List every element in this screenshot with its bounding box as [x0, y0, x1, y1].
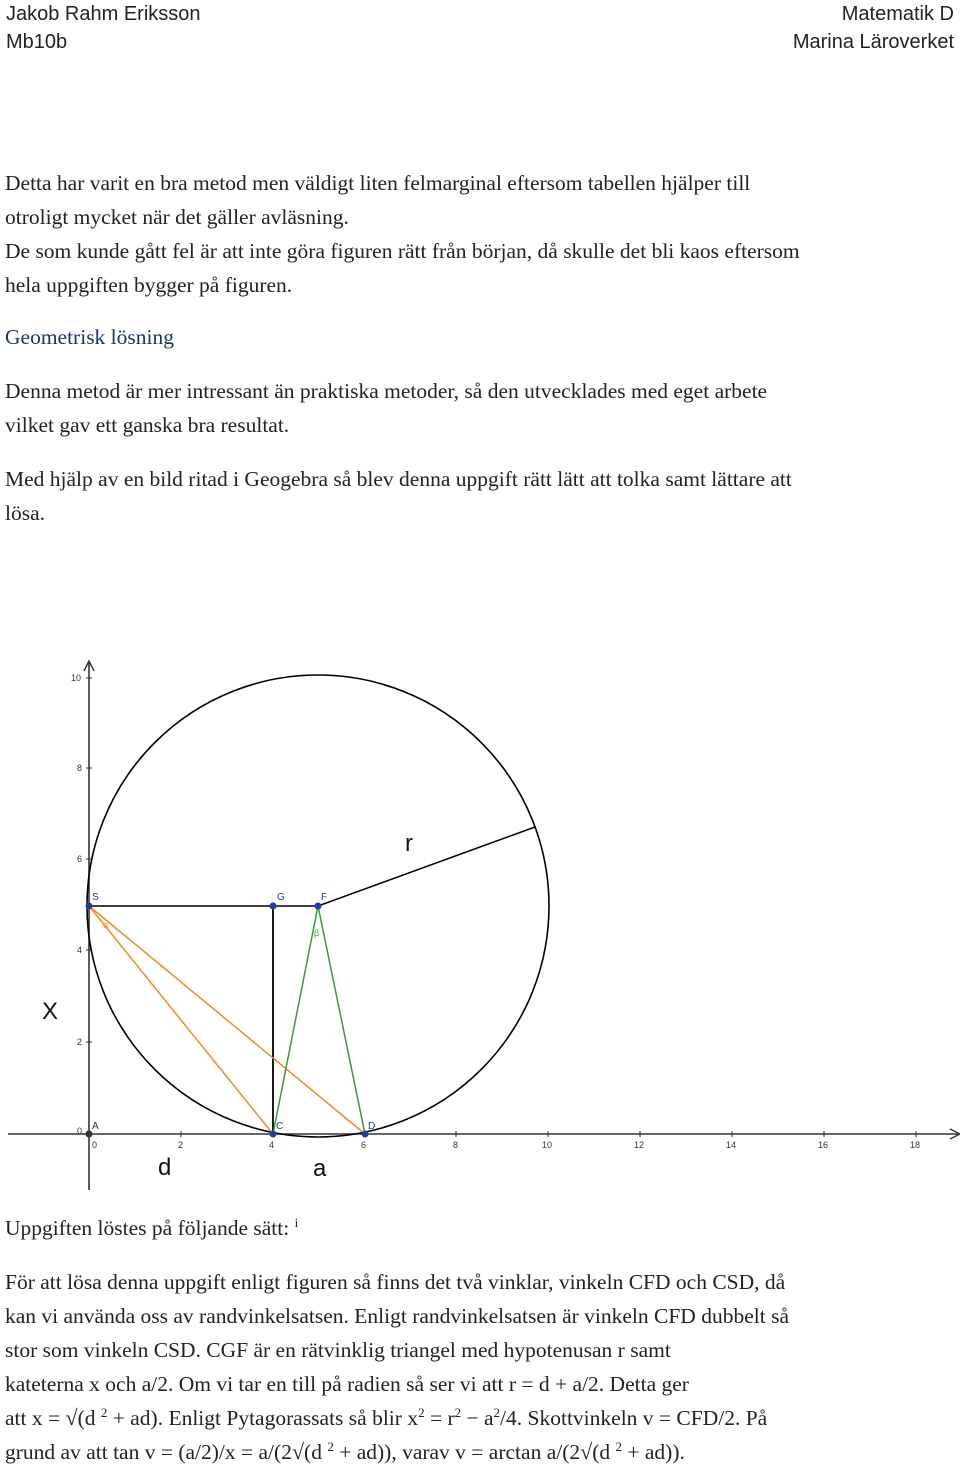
- solution-line: kan vi använda oss av randvinkelsatsen. Enligt randvinkelsatsen är vinkeln CFD dubbelt så: [5, 1304, 789, 1328]
- school-name: Marina Läroverket: [792, 31, 954, 53]
- label-d: d: [158, 1154, 172, 1181]
- x-tick-label: 8: [453, 1140, 459, 1150]
- course-name: Matematik D: [841, 3, 954, 25]
- intro-paragraph: [5, 166, 955, 302]
- section-heading: Geometrisk lösning: [5, 325, 174, 349]
- point-label-g: G: [277, 892, 285, 903]
- label-r: r: [405, 830, 413, 857]
- formula-text: /4. Skottvinkeln v = CFD/2. På: [500, 1406, 768, 1430]
- method-line: vilket gav ett ganska bra resultat.: [5, 413, 290, 437]
- intro-line: De som kunde gått fel är att inte göra figuren rätt från början, då skulle det bli kaos eftersom: [5, 239, 800, 263]
- formula-text: grund av att tan v = (a/2)/x = a/(2: [5, 1440, 292, 1464]
- y-tick-label: 2: [77, 1037, 83, 1047]
- formula-text: + ad)), varav v = arctan a/(2: [333, 1440, 581, 1464]
- green-line-fd: [318, 906, 365, 1134]
- geogebra-line: Med hjälp av en bild ritad i Geogebra så blev denna uppgift rätt lätt att tolka samt lättare att: [5, 467, 792, 491]
- formula-text: = r: [424, 1406, 455, 1430]
- point-label-d: D: [368, 1121, 376, 1132]
- label-x: X: [42, 998, 59, 1025]
- point-g: [270, 903, 277, 910]
- x-tick-label: 2: [178, 1140, 184, 1150]
- exponent: 2: [615, 1439, 622, 1454]
- class-name: Mb10b: [6, 31, 68, 53]
- formula-text: + ad). Enligt Pytagorassats så blir x: [107, 1406, 419, 1430]
- solution-line: stor som vinkeln CSD. CGF är en rätvinklig triangel med hypotenusan r samt: [5, 1338, 671, 1362]
- formula-text: att x =: [5, 1406, 66, 1430]
- x-tick-label: 14: [726, 1140, 737, 1150]
- orange-line-sd: [89, 906, 365, 1134]
- formula-text: − a: [461, 1406, 494, 1430]
- formula-text: + ad)).: [622, 1440, 685, 1464]
- formula-text: (d: [592, 1440, 616, 1464]
- solution-paragraph: [5, 1265, 955, 1469]
- footnote-mark: i: [294, 1215, 299, 1230]
- method-paragraph: [5, 374, 955, 442]
- angle-mark-f: β: [314, 928, 320, 938]
- exponent: 2: [418, 1405, 425, 1420]
- y-tick-label: 0: [77, 1126, 83, 1136]
- green-line-fc: [273, 906, 318, 1134]
- point-f: [315, 903, 322, 910]
- x-tick-label: 18: [910, 1140, 921, 1150]
- y-tick-label: 10: [71, 673, 82, 683]
- x-tick-label: 16: [818, 1140, 829, 1150]
- geogebra-figure: [0, 655, 960, 1195]
- x-tick-label: 10: [542, 1140, 553, 1150]
- formula-line: [5, 1401, 955, 1435]
- exponent: 2: [493, 1405, 501, 1420]
- solution-line: För att lösa denna uppgift enligt figuren så finns det två vinklar, vinkeln CFD och CSD, då: [5, 1270, 786, 1294]
- exponent: 2: [454, 1405, 462, 1420]
- y-tick-label: 8: [77, 763, 83, 773]
- geogebra-line: lösa.: [5, 501, 46, 525]
- intro-line: hela uppgiften bygger på figuren.: [5, 273, 293, 297]
- formula-text: (d: [304, 1440, 328, 1464]
- author-name: Jakob Rahm Eriksson: [6, 3, 201, 25]
- solution-line: kateterna x och a/2. Om vi tar en till på radien så ser vi att r = d + a/2. Detta ger: [5, 1372, 689, 1396]
- radius-r: [318, 827, 535, 906]
- point-label-s: S: [92, 892, 99, 903]
- point-label-f: F: [321, 892, 328, 903]
- point-label-c: C: [276, 1121, 284, 1132]
- x-tick-label: 4: [269, 1140, 275, 1150]
- label-a: a: [313, 1155, 327, 1182]
- header-left: [6, 0, 201, 56]
- method-line: Denna metod är mer intressant än praktiska metoder, så den utvecklades med eget arbete: [5, 379, 768, 403]
- solution-intro: [5, 1211, 955, 1245]
- point-s: [86, 903, 93, 910]
- header-right: [793, 0, 954, 56]
- x-tick-label: 0: [92, 1140, 98, 1150]
- y-tick-label: 4: [77, 945, 83, 955]
- solution-intro-text: Uppgiften löstes på följande sätt:: [5, 1216, 290, 1240]
- sqrt-symbol: √: [65, 1405, 78, 1430]
- intro-line: Detta har varit en bra metod men väldigt liten felmarginal eftersom tabellen hjälper till: [5, 171, 751, 195]
- geogebra-paragraph: [5, 462, 955, 530]
- angle-mark-s: α: [103, 920, 109, 930]
- point-label-a: A: [92, 1121, 99, 1132]
- exponent: 2: [327, 1439, 334, 1454]
- y-tick-label: 6: [77, 854, 83, 864]
- intro-line: otroligt mycket när det gäller avläsning.: [5, 205, 349, 229]
- sqrt-symbol: √: [291, 1439, 305, 1464]
- x-tick-label: 12: [634, 1140, 645, 1150]
- sqrt-symbol: √: [580, 1439, 593, 1464]
- formula-text: (d: [77, 1406, 101, 1430]
- x-tick-label: 6: [361, 1140, 367, 1150]
- exponent: 2: [100, 1405, 108, 1420]
